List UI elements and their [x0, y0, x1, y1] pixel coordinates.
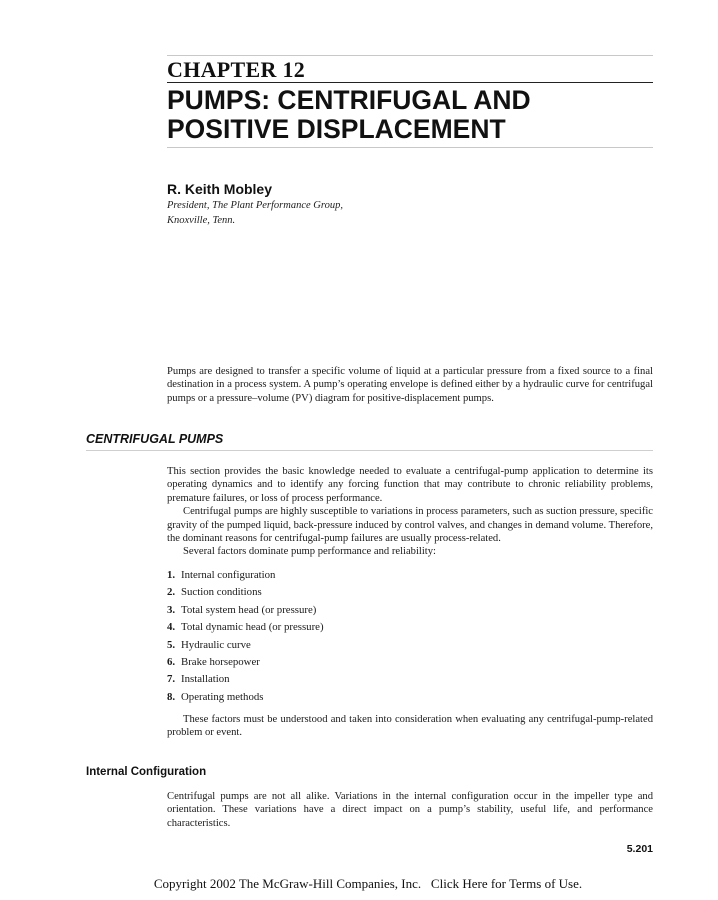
chapter-title-line1: PUMPS: CENTRIFUGAL AND [167, 85, 531, 115]
list-item-text: Total dynamic head (or pressure) [181, 621, 324, 634]
list-item-text: Internal configuration [181, 569, 276, 581]
list-item-text: Brake horsepower [181, 655, 260, 668]
list-item [167, 619, 324, 636]
section-heading-centrifugal-pumps: CENTRIFUGAL PUMPS [86, 432, 224, 446]
list-item [167, 602, 324, 619]
list-item-text: Suction conditions [181, 586, 262, 599]
list-item-number: 1. [167, 569, 176, 581]
list-item-number: 6. [167, 655, 176, 668]
chapter-title-line2: POSITIVE DISPLACEMENT [167, 114, 506, 144]
terms-of-use-link[interactable]: Click Here for Terms of Use. [430, 876, 583, 891]
author-affiliation: President, The Plant Performance Group, [167, 200, 343, 211]
list-item-number: 8. [167, 690, 176, 703]
page-number: 5.201 [626, 843, 653, 855]
top-rule [167, 55, 653, 56]
closing-paragraph: These factors must be understood and taken into consideration when evaluating any centrifugal-pump-related problem or event. [167, 714, 653, 739]
list-item [167, 637, 324, 654]
section-paragraph-1: This section provides the basic knowledge needed to evaluate a centrifugal-pump application to determine its operating dynamics and to identify any forcing function that may contribute to chronic reliability problems, premature failures, or loss of process performance. [167, 466, 653, 504]
section-body [167, 465, 653, 559]
chapter-label: CHAPTER 12 [167, 57, 306, 82]
list-item [167, 689, 324, 706]
chapter-title [167, 86, 657, 144]
section-paragraph-3: Several factors dominate pump performance and reliability: [183, 546, 436, 558]
copyright-text: Copyright 2002 The McGraw-Hill Companies, Inc. [153, 876, 422, 891]
copyright-footer [0, 876, 718, 892]
list-item-number: 4. [167, 621, 176, 634]
list-item-text: Total system head (or pressure) [181, 603, 317, 616]
list-item-number: 2. [167, 586, 176, 599]
author-name: R. Keith Mobley [167, 181, 273, 197]
subheading-internal-configuration: Internal Configuration [86, 766, 207, 778]
list-item [167, 584, 324, 601]
factors-list [167, 567, 324, 706]
chapter-rule [167, 82, 653, 83]
title-rule [167, 147, 653, 148]
author-location: Knoxville, Tenn. [167, 215, 236, 226]
list-item [167, 654, 324, 671]
list-item-number: 3. [167, 603, 176, 616]
section-rule [86, 450, 653, 451]
list-item-number: 7. [167, 673, 176, 686]
list-item [167, 567, 324, 584]
list-item-text: Operating methods [181, 690, 264, 703]
section-paragraph-2: Centrifugal pumps are highly susceptible to variations in process parameters, such as suction pressure, specific gravity of the pumped liquid, back-pressure induced by control valves, and changes in demand volume. Therefore, the dominant reasons for centrifugal-pump failures are usually process-related. [167, 506, 653, 545]
list-item-text: Installation [181, 673, 230, 686]
list-item-text: Hydraulic curve [181, 638, 251, 651]
list-item-number: 5. [167, 638, 176, 651]
list-item [167, 671, 324, 688]
intro-paragraph: Pumps are designed to transfer a specific volume of liquid at a particular pressure from a fixed source to a final destination in a process system. A pump’s operating envelope is defined either by a hydraulic curve for centrifugal pumps or a pressure–volume (PV) diagram for positive-displacement pumps. [167, 366, 653, 404]
internal-configuration-paragraph: Centrifugal pumps are not all alike. Variations in the internal configuration occur in the impeller type and orientation. These variations have a direct impact on a pump’s stability, useful life, and performance characteristics. [167, 791, 653, 829]
